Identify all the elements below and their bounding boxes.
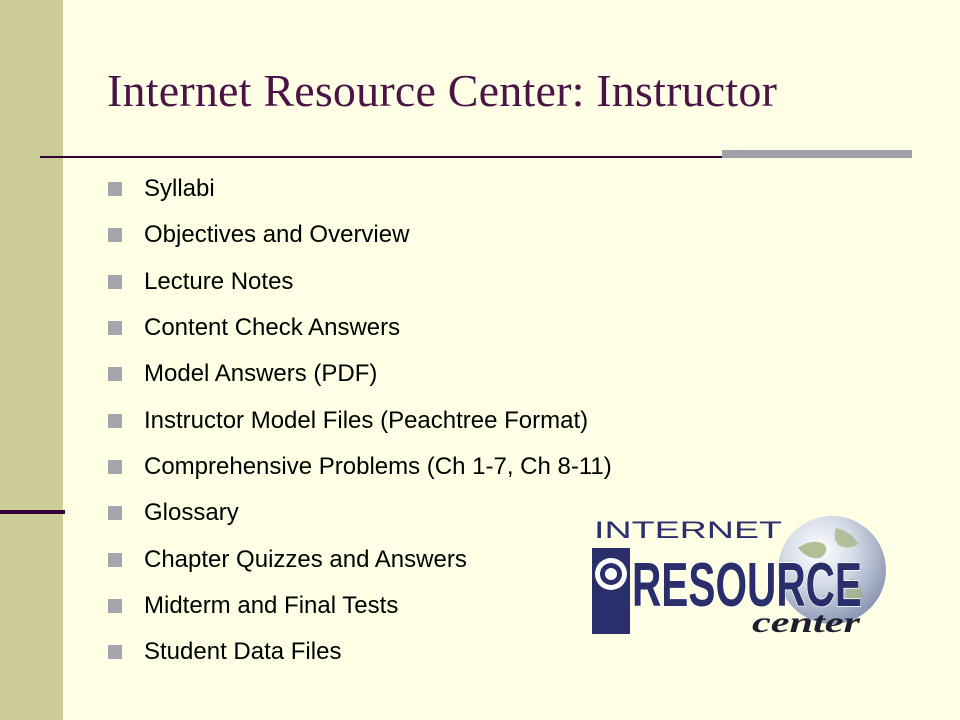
bullet-list: [108, 166, 612, 675]
list-item: [108, 444, 612, 490]
square-bullet-icon: [108, 275, 122, 289]
list-item-label: Midterm and Final Tests: [144, 591, 399, 619]
list-item-label: Lecture Notes: [144, 267, 294, 295]
square-bullet-icon: [108, 414, 122, 428]
list-item-label: Model Answers (PDF): [144, 360, 378, 388]
list-item: [108, 305, 612, 351]
square-bullet-icon: [108, 599, 122, 613]
logo-top-text: INTERNET: [594, 517, 783, 544]
list-item-label: Objectives and Overview: [144, 221, 410, 249]
square-bullet-icon: [108, 645, 122, 659]
list-item: [108, 351, 612, 397]
square-bullet-icon: [108, 367, 122, 381]
list-item-label: Instructor Model Files (Peachtree Format): [144, 406, 589, 434]
square-bullet-icon: [108, 182, 122, 196]
logo-target-icon: [592, 548, 630, 634]
list-item: [108, 212, 612, 258]
list-item: [108, 259, 612, 305]
side-accent-line: [0, 510, 65, 514]
list-item-label: Content Check Answers: [144, 314, 401, 342]
square-bullet-icon: [108, 460, 122, 474]
list-item-label: Comprehensive Problems (Ch 1-7, Ch 8-11): [144, 452, 612, 480]
square-bullet-icon: [108, 228, 122, 242]
logo-script-text: center: [752, 606, 861, 639]
list-item-label: Student Data Files: [144, 638, 342, 666]
square-bullet-icon: [108, 553, 122, 567]
list-item: [108, 583, 612, 629]
list-item: [108, 629, 612, 675]
logo-main-text: RESOURCE: [632, 551, 862, 620]
title-divider-accent: [722, 150, 912, 158]
list-item: [108, 166, 612, 212]
list-item: [108, 490, 612, 536]
list-item-label: Chapter Quizzes and Answers: [144, 545, 467, 573]
square-bullet-icon: [108, 321, 122, 335]
side-bar: [0, 0, 63, 720]
list-item: [108, 397, 612, 443]
slide-title: Internet Resource Center: Instructor: [107, 65, 778, 116]
list-item-label: Syllabi: [144, 175, 215, 203]
list-item: [108, 536, 612, 582]
square-bullet-icon: [108, 506, 122, 520]
internet-resource-center-logo: [584, 508, 890, 640]
list-item-label: Glossary: [144, 499, 239, 527]
